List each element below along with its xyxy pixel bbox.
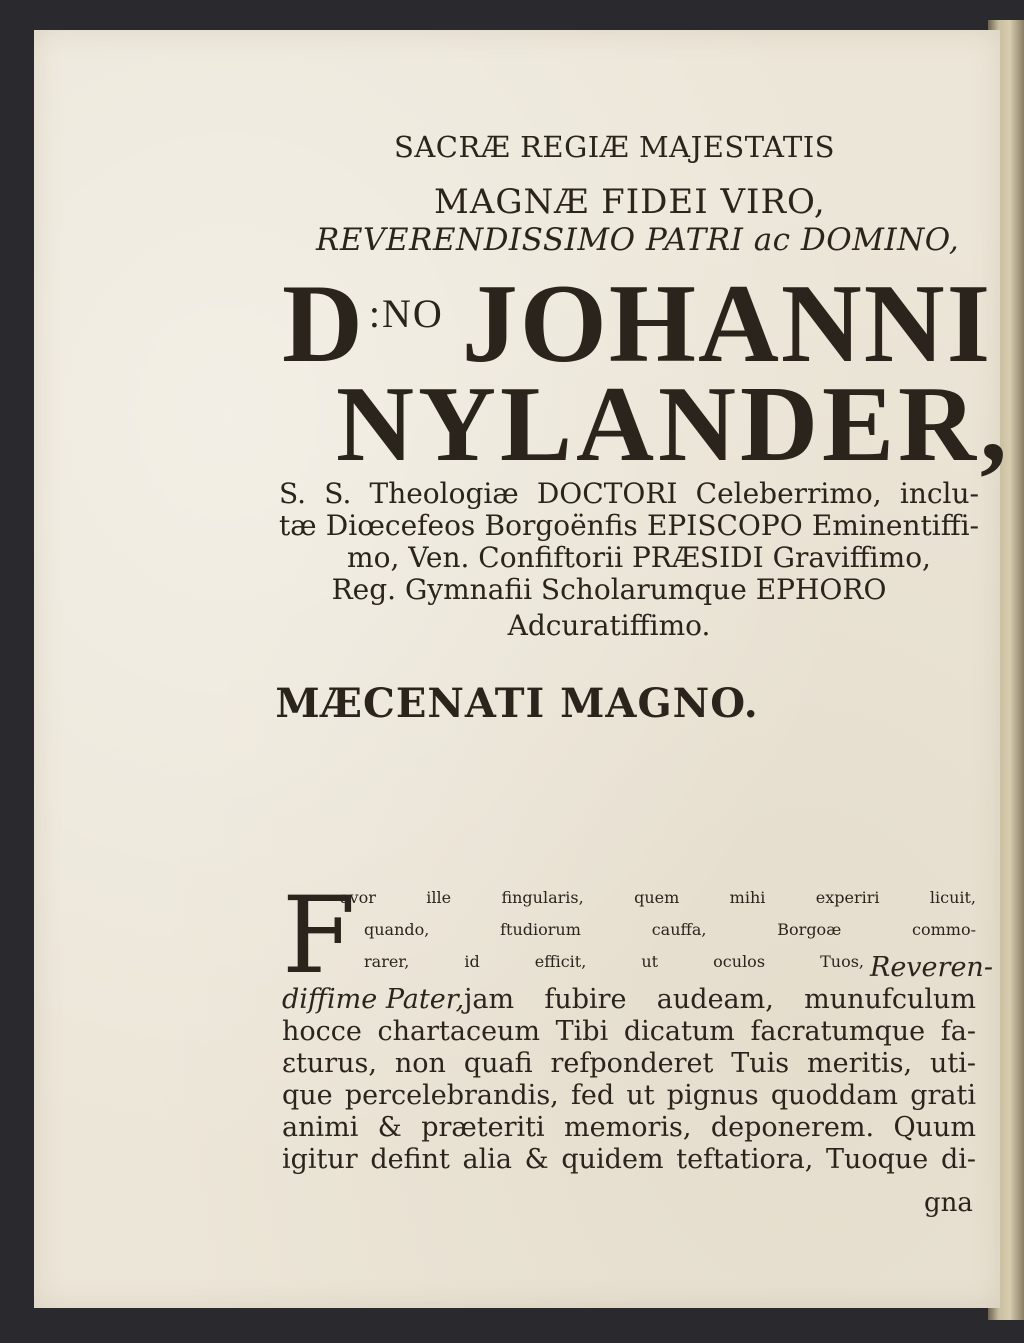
dedicatee-first-name-line — [282, 262, 993, 386]
title-line-2: tæ Diœcefeos Borgoënfis EPISCOPO Eminentiffi- — [279, 509, 979, 542]
body-line: rarer, id efficit, ut oculos Tuos, — [364, 952, 864, 971]
body-italic-word: Reveren- — [870, 952, 993, 983]
body-line: ɛturus, non quafi refponderet Tuis meritis, uti- — [282, 1048, 976, 1079]
body-line: avor ille fingularis, quem mihi experiri licuit, — [340, 888, 976, 907]
name-prefix-d: D — [282, 262, 365, 386]
catchword: gna — [924, 1188, 973, 1218]
title-line-3: mo, Ven. Confiftorii PRÆSIDI Graviffimo, — [347, 541, 931, 574]
title-line-5: Adcuratiffimo. — [507, 609, 711, 642]
name-prefix-no: :NO — [368, 291, 444, 336]
body-line: jam fubire audeam, munufculum — [464, 984, 976, 1015]
book-page — [34, 30, 1012, 1308]
dedicatee-first-name: JOHANNI — [461, 262, 993, 386]
title-line-1: S. S. Theologiæ DOCTORI Celeberrimo, inclu- — [279, 477, 979, 510]
body-line: igitur defint alia & quidem teftatiora, Tuoque di- — [282, 1144, 976, 1175]
dedication-line-3: REVERENDISSIMO PATRI ac DOMINO, — [316, 222, 960, 258]
body-line: quando, ftudiorum cauffa, Borgoæ commo- — [364, 920, 976, 939]
dedication-line-1: SACRÆ REGIÆ MAJESTATIS — [394, 130, 836, 164]
title-line-4: Reg. Gymnafii Scholarumque EPHORO — [331, 573, 887, 606]
body-italic-phrase: diffime Pater, — [282, 984, 465, 1015]
body-line: animi & præteriti memoris, deponerem. Quum — [282, 1112, 976, 1143]
drop-cap: F — [282, 874, 356, 997]
dedicatee-last-name: NYLANDER, — [336, 365, 1012, 484]
body-line: hocce chartaceum Tibi dicatum facratumque fa- — [282, 1016, 976, 1047]
dedication-line-2: MAGNÆ FIDEI VIRO, — [434, 182, 826, 222]
body-line: que percelebrandis, fed ut pignus quoddam grati — [282, 1080, 976, 1111]
maecenas-heading: MÆCENATI MAGNO. — [275, 680, 759, 727]
